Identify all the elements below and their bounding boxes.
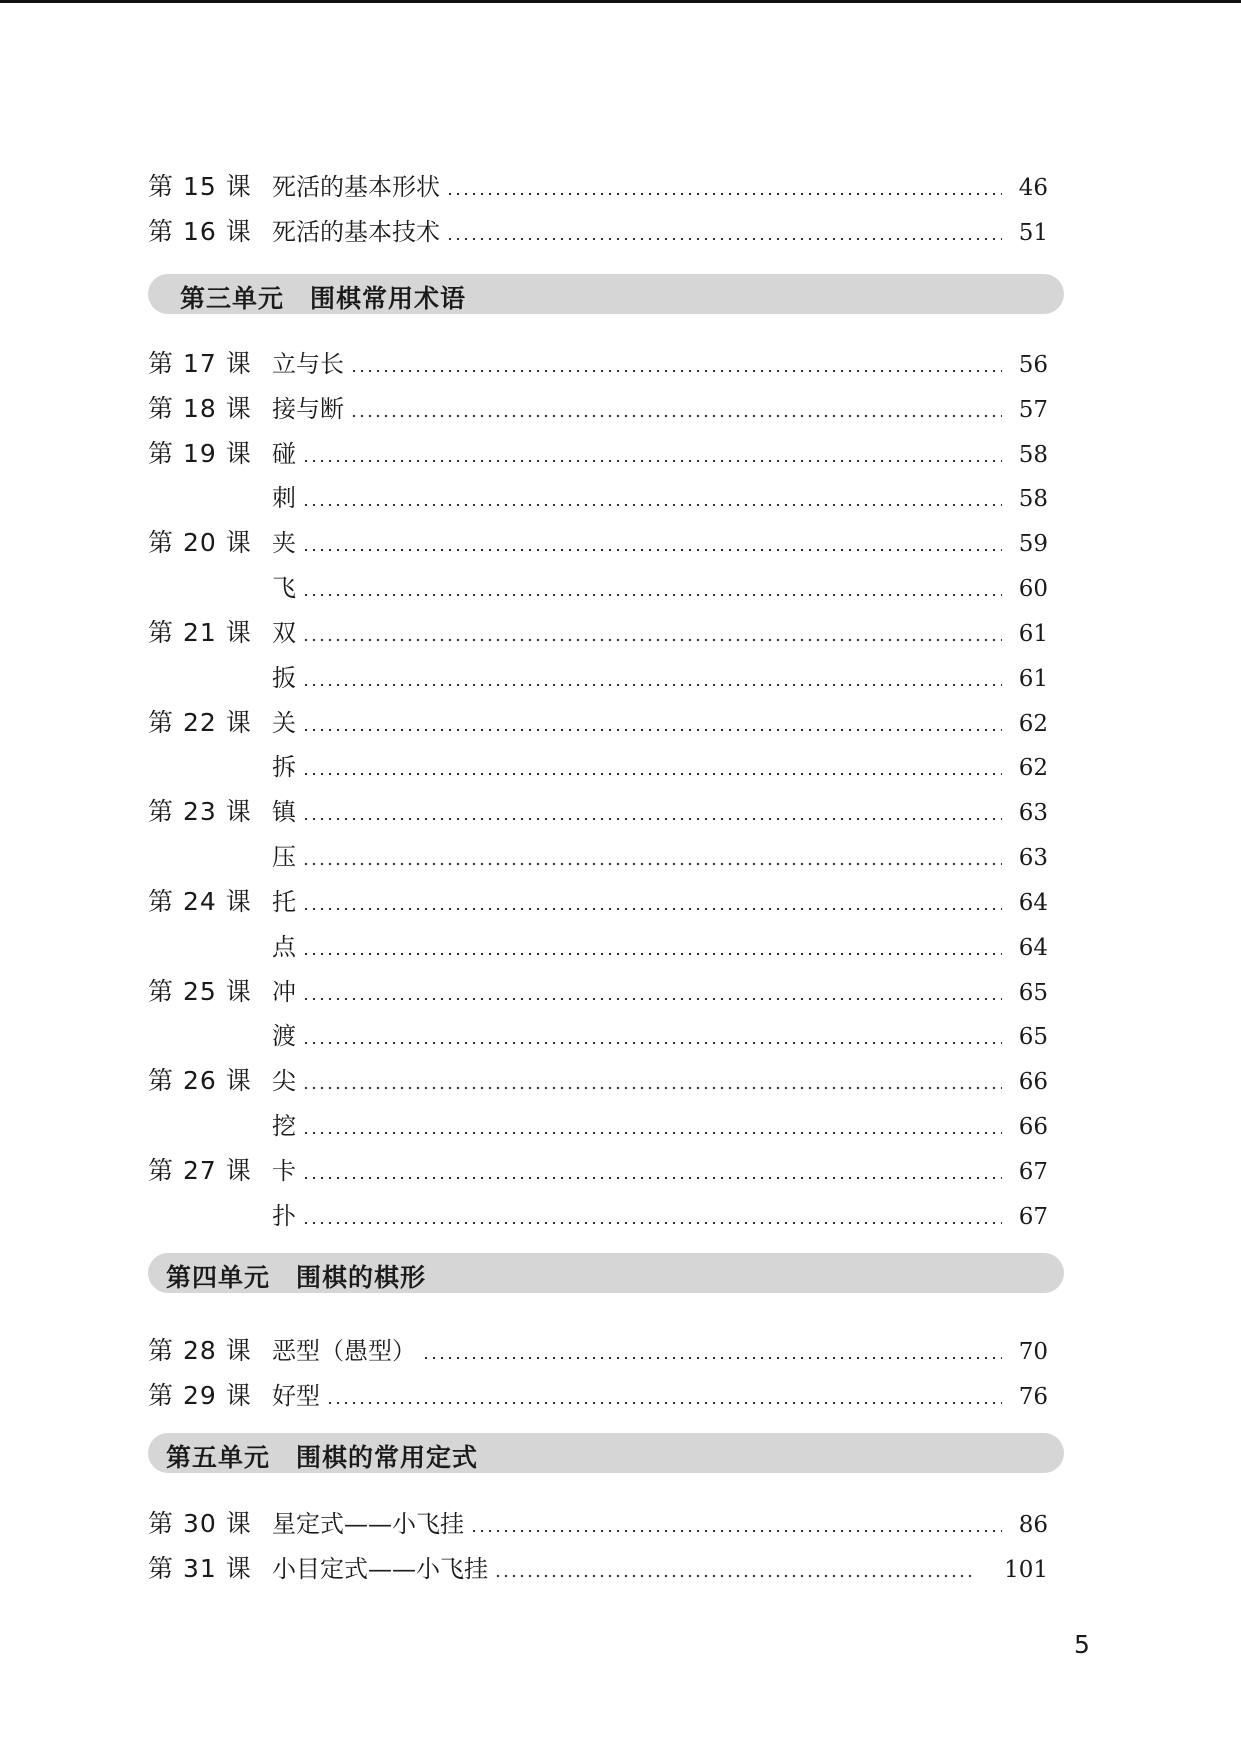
lesson-title: 接与断 xyxy=(272,395,344,423)
dot-leader xyxy=(302,594,1002,596)
toc-entry[interactable] xyxy=(148,1543,1048,1587)
toc-entry[interactable] xyxy=(148,607,1048,651)
page-ref: 70 xyxy=(1018,1339,1048,1365)
dot-leader xyxy=(302,1222,1002,1224)
lesson-number: 第 29 课 xyxy=(148,1381,252,1410)
toc-entry[interactable] xyxy=(148,786,1048,830)
top-border-rule xyxy=(0,0,1241,3)
toc-entry[interactable] xyxy=(148,741,1048,785)
page-ref: 58 xyxy=(1018,486,1048,512)
lesson-title: 冲 xyxy=(272,978,296,1006)
lesson-number: 第 16 课 xyxy=(148,217,252,246)
lesson-number: 第 24 课 xyxy=(148,887,252,916)
unit-number: 第五单元 xyxy=(166,1443,271,1472)
page-ref: 76 xyxy=(1018,1384,1048,1410)
page-ref: 61 xyxy=(1018,621,1048,647)
lesson-number: 第 23 课 xyxy=(148,797,252,826)
page-ref: 64 xyxy=(1018,890,1048,916)
lesson-title: 拆 xyxy=(272,753,296,781)
unit-name: 围棋的常用定式 xyxy=(296,1443,479,1472)
lesson-title: 挖 xyxy=(272,1112,296,1140)
toc-entry[interactable] xyxy=(148,1190,1048,1234)
lesson-title: 镇 xyxy=(272,798,296,826)
lesson-title: 关 xyxy=(272,709,296,737)
lesson-number: 第 27 课 xyxy=(148,1156,252,1185)
page-ref: 60 xyxy=(1018,576,1048,602)
lesson-number: 第 22 课 xyxy=(148,708,252,737)
dot-leader xyxy=(494,1575,974,1577)
lesson-title: 压 xyxy=(272,843,296,871)
dot-leader xyxy=(446,238,1002,240)
unit-heading xyxy=(148,1433,1064,1473)
lesson-title: 刺 xyxy=(272,484,296,512)
page-ref: 67 xyxy=(1018,1159,1048,1185)
lesson-number: 第 26 课 xyxy=(148,1066,252,1095)
unit-number: 第三单元 xyxy=(180,284,285,313)
dot-leader xyxy=(422,1357,1002,1359)
lesson-number: 第 31 课 xyxy=(148,1554,252,1583)
page-ref: 56 xyxy=(1018,352,1048,378)
lesson-number: 第 25 课 xyxy=(148,977,252,1006)
unit-heading xyxy=(148,1253,1064,1293)
dot-leader xyxy=(302,1177,1002,1179)
dot-leader xyxy=(302,1087,1002,1089)
page-ref: 66 xyxy=(1018,1114,1048,1140)
lesson-number: 第 18 课 xyxy=(148,394,252,423)
page-ref: 46 xyxy=(1018,175,1048,201)
page-ref: 65 xyxy=(1018,980,1048,1006)
lesson-title: 点 xyxy=(272,933,296,961)
lesson-title: 死活的基本技术 xyxy=(272,218,440,246)
page-ref: 86 xyxy=(1018,1512,1048,1538)
page-ref: 64 xyxy=(1018,935,1048,961)
unit-name: 围棋常用术语 xyxy=(310,284,467,313)
page-ref: 62 xyxy=(1018,755,1048,781)
lesson-number: 第 15 课 xyxy=(148,172,252,201)
dot-leader xyxy=(302,773,1002,775)
page-ref: 66 xyxy=(1018,1069,1048,1095)
lesson-number: 第 28 课 xyxy=(148,1336,252,1365)
dot-leader xyxy=(350,415,1002,417)
toc-entry[interactable] xyxy=(148,921,1048,965)
toc-entry[interactable] xyxy=(148,428,1048,472)
page-number: 5 xyxy=(1074,1630,1090,1659)
dot-leader xyxy=(302,1042,1002,1044)
page-ref: 62 xyxy=(1018,711,1048,737)
page-ref: 101 xyxy=(1004,1557,1048,1583)
lesson-title: 扑 xyxy=(272,1202,296,1230)
lesson-title: 卡 xyxy=(272,1157,296,1185)
lesson-title: 飞 xyxy=(272,574,296,602)
lesson-title: 渡 xyxy=(272,1022,296,1050)
toc-entry[interactable] xyxy=(148,1370,1048,1414)
lesson-title: 星定式——小飞挂 xyxy=(272,1510,464,1538)
unit-name: 围棋的棋形 xyxy=(296,1263,427,1292)
lesson-title: 碰 xyxy=(272,440,296,468)
toc-entry[interactable] xyxy=(148,1498,1048,1542)
lesson-title: 小目定式——小飞挂 xyxy=(272,1555,488,1583)
toc-entry[interactable] xyxy=(148,1055,1048,1099)
dot-leader xyxy=(302,953,1002,955)
unit-number: 第四单元 xyxy=(166,1263,271,1292)
toc-entry[interactable] xyxy=(148,1010,1048,1054)
lesson-number: 第 21 课 xyxy=(148,618,252,647)
toc-entry[interactable] xyxy=(148,517,1048,561)
dot-leader xyxy=(326,1402,1002,1404)
dot-leader xyxy=(302,684,1002,686)
page-ref: 51 xyxy=(1018,220,1048,246)
dot-leader xyxy=(302,504,1002,506)
toc-entry[interactable] xyxy=(148,652,1048,696)
toc-entry[interactable] xyxy=(148,338,1048,382)
toc-entry[interactable] xyxy=(148,876,1048,920)
unit-heading xyxy=(148,274,1064,314)
lesson-number: 第 17 课 xyxy=(148,349,252,378)
page-ref: 65 xyxy=(1018,1024,1048,1050)
toc-entry[interactable] xyxy=(148,966,1048,1010)
lesson-title: 扳 xyxy=(272,664,296,692)
dot-leader xyxy=(302,639,1002,641)
dot-leader xyxy=(302,729,1002,731)
lesson-title: 立与长 xyxy=(272,350,344,378)
lesson-title: 尖 xyxy=(272,1067,296,1095)
dot-leader xyxy=(302,863,1002,865)
lesson-number: 第 30 课 xyxy=(148,1509,252,1538)
dot-leader xyxy=(302,818,1002,820)
lesson-title: 好型 xyxy=(272,1382,320,1410)
page-ref: 63 xyxy=(1018,800,1048,826)
toc-entry[interactable] xyxy=(148,1325,1048,1369)
dot-leader xyxy=(302,1132,1002,1134)
lesson-title: 夹 xyxy=(272,529,296,557)
page-ref: 67 xyxy=(1018,1204,1048,1230)
page-ref: 59 xyxy=(1018,531,1048,557)
dot-leader xyxy=(302,549,1002,551)
lesson-title: 恶型（愚型） xyxy=(272,1337,416,1365)
page-ref: 63 xyxy=(1018,845,1048,871)
toc-entry[interactable] xyxy=(148,562,1048,606)
toc-entry[interactable] xyxy=(148,472,1048,516)
dot-leader xyxy=(470,1530,1002,1532)
toc-entry[interactable] xyxy=(148,1100,1048,1144)
toc-entry[interactable] xyxy=(148,831,1048,875)
toc-entry[interactable] xyxy=(148,383,1048,427)
dot-leader xyxy=(302,998,1002,1000)
lesson-title: 死活的基本形状 xyxy=(272,173,440,201)
page-ref: 61 xyxy=(1018,666,1048,692)
page-ref: 58 xyxy=(1018,442,1048,468)
toc-entry[interactable] xyxy=(148,206,1048,250)
lesson-number: 第 19 课 xyxy=(148,439,252,468)
toc-entry[interactable] xyxy=(148,1145,1048,1189)
lesson-title: 托 xyxy=(272,888,296,916)
dot-leader xyxy=(350,370,1002,372)
toc-entry[interactable] xyxy=(148,697,1048,741)
lesson-number: 第 20 课 xyxy=(148,528,252,557)
dot-leader xyxy=(302,908,1002,910)
page-ref: 57 xyxy=(1018,397,1048,423)
lesson-title: 双 xyxy=(272,619,296,647)
dot-leader xyxy=(302,460,1002,462)
dot-leader xyxy=(446,193,1002,195)
toc-entry[interactable] xyxy=(148,161,1048,205)
